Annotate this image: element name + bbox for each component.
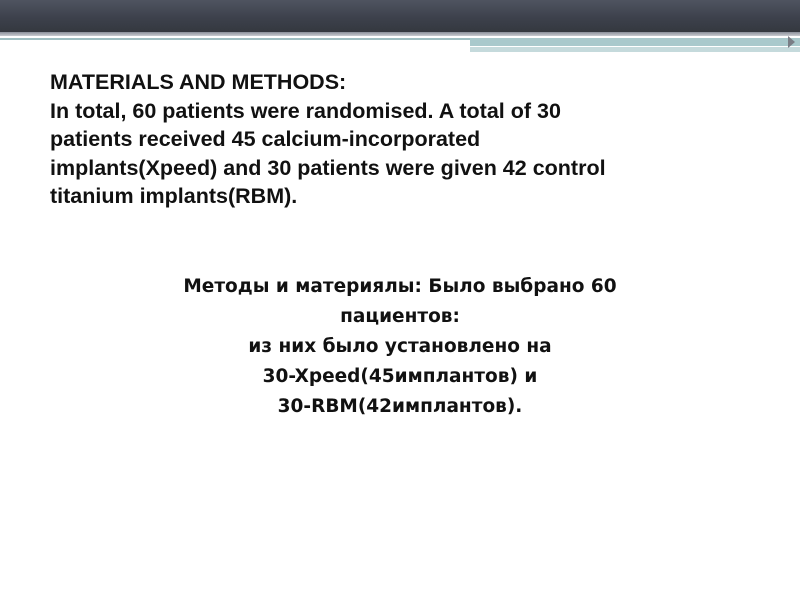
english-line: titanium implants(RBM).	[50, 184, 298, 208]
russian-line: из них было установлено на	[248, 336, 552, 357]
russian-line: пациентов:	[340, 306, 460, 327]
russian-line: Методы и материялы: Было выбрано 60	[183, 276, 617, 297]
russian-line: 30-RBM(42имплантов).	[277, 396, 523, 417]
english-text-block	[50, 68, 770, 211]
section-heading: MATERIALS AND METHODS:	[50, 70, 347, 94]
english-line: In total, 60 patients were randomised. A total of 30	[50, 98, 561, 123]
accent-bar-lower	[470, 47, 800, 52]
accent-bar-upper	[470, 38, 800, 46]
russian-text-block	[60, 272, 740, 422]
english-line: implants(Xpeed) and 30 patients were given 42 control	[50, 155, 606, 180]
header-band-edge	[0, 32, 800, 36]
english-line: patients received 45 calcium-incorporated	[50, 127, 481, 151]
russian-line: 30-Xpeed(45имплантов) и	[262, 366, 538, 387]
slide-marker-icon	[788, 36, 795, 48]
header-band	[0, 0, 800, 32]
